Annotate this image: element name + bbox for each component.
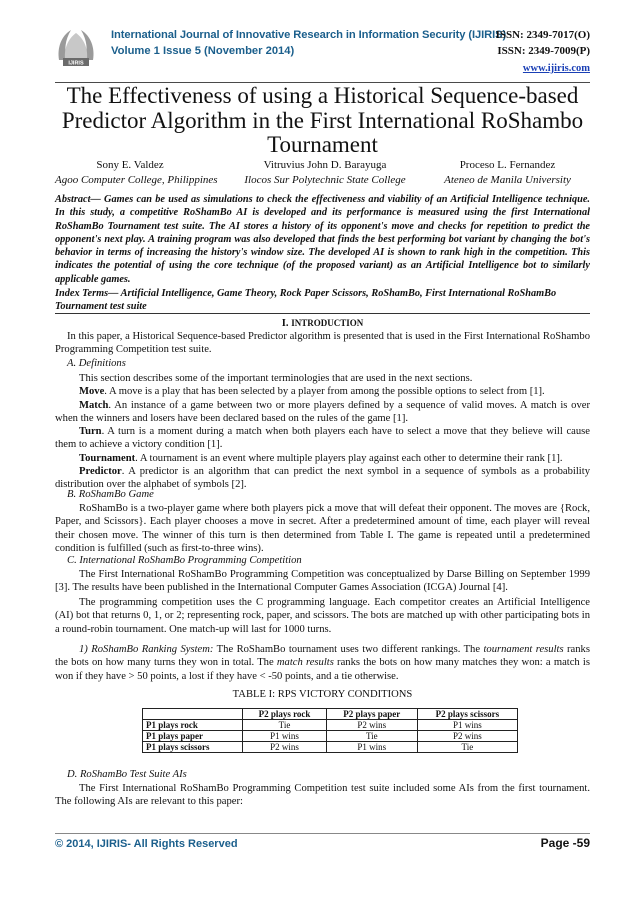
journal-title: International Journal of Innovative Research in Information Security (IJIRIS) bbox=[111, 29, 507, 41]
table-cell: P2 wins bbox=[417, 731, 517, 742]
author-affiliation: Ilocos Sur Polytechnic State College bbox=[244, 174, 406, 186]
table-cell: P1 wins bbox=[326, 742, 417, 753]
def-move: Move. A move is a play that has been selected by a player from among the possible options to select from [1]. bbox=[79, 386, 545, 398]
competition-paragraph-2: The programming competition uses the C programming language. Each competitor creates an Artificial Intelligence (AI) bot that returns 0, 1, or 2; representing rock, paper, and scissors. The bots are matched up with other participating bots in a round-robin tournament. One match-up will last for 1000 turns. bbox=[55, 597, 590, 635]
author-1 bbox=[55, 158, 218, 188]
page-number: Page -59 bbox=[540, 836, 590, 850]
test-suite-paragraph: The First International RoShamBo Programming Competition test suite included some AIs from the first tournament. The following AIs are relevant to this paper: bbox=[55, 783, 590, 808]
intro-paragraph: In this paper, a Historical Sequence-based Predictor algorithm is presented that is used in the First International RoShambo Programming Competition test suite. bbox=[55, 331, 590, 356]
abstract: Abstract— Games can be used as simulations to check the effectiveness and viability of an Artificial Intelligence technique. In this study, a competitive RoShamBo AI is developed and its performance is measured using the first International RoShamBo Tournament test suite. The AI stores a history of its opponent's move and checks for repetition to predict the opponent's next play. A training program was also developed that finds the best performing bot variant by changing the bot's behavior in terms of increasing the history's window size. The developed AI is shown to rank high in the competition. This indicates the potential of using the core technique (of the proposed variant) as an Artificial Intelligence bot to similarly applicable games. bbox=[55, 194, 590, 285]
definitions-block bbox=[55, 372, 590, 492]
row-header: P1 plays rock bbox=[143, 720, 243, 731]
table-corner-cell bbox=[143, 709, 243, 720]
journal-url[interactable]: www.ijiris.com bbox=[522, 63, 590, 74]
author-2 bbox=[240, 158, 410, 188]
subsection-a-heading: A. Definitions bbox=[67, 358, 126, 369]
table-cell: P2 wins bbox=[326, 720, 417, 731]
table-cell: P2 wins bbox=[243, 742, 327, 753]
author-affiliation: Ateneo de Manila University bbox=[444, 174, 571, 186]
table-cell: Tie bbox=[326, 731, 417, 742]
ranking-system-paragraph: 1) RoShamBo Ranking System: The RoShamBo tournament uses two different rankings. The tournament results ranks the bots on how many turns they won in total. The match results ranks the bots on how many matches they won: a match is won if they have > 50 points, a lost if they have < -50 points, and a tie otherwise. bbox=[55, 644, 590, 682]
column-header: P2 plays paper bbox=[326, 709, 417, 720]
table-row bbox=[143, 720, 518, 731]
rps-victory-table bbox=[142, 708, 518, 753]
table-caption: TABLE I: RPS VICTORY CONDITIONS bbox=[232, 689, 413, 700]
index-terms: Index Terms— Artificial Intelligence, Game Theory, Rock Paper Scissors, RoShamBo, First International RoShamBo Tournament test suite bbox=[55, 288, 557, 313]
def-tournament: Tournament. A tournament is an event where multiple players play against each other to determine their rank [1]. bbox=[79, 452, 563, 464]
subsection-b-heading: B. RoShamBo Game bbox=[67, 489, 154, 500]
table-row bbox=[143, 731, 518, 742]
author-3 bbox=[425, 158, 590, 188]
abstract-divider bbox=[55, 313, 590, 314]
table-cell: Tie bbox=[243, 720, 327, 731]
logo-label: IJIRIS bbox=[68, 60, 84, 67]
column-header: P2 plays scissors bbox=[417, 709, 517, 720]
table-row bbox=[143, 742, 518, 753]
table-header-row bbox=[143, 709, 518, 720]
table-cell: P1 wins bbox=[417, 720, 517, 731]
table-cell: P1 wins bbox=[243, 731, 327, 742]
def-match: Match. An instance of a game between two or more players defined by a sequence of valid moves. A match is over when the winners and losers have been declared based on the rules of the game [1]. bbox=[55, 399, 590, 424]
def-predictor: Predictor. A predictor is an algorithm that can predict the next symbol in a sequence of symbols as a probability distribution over the alphabet of symbols [2]. bbox=[55, 466, 590, 491]
paper-title: The Effectiveness of using a Historical Sequence-based Predictor Algorithm in the First International RoShambo Tournament bbox=[61, 83, 584, 157]
row-header: P1 plays scissors bbox=[143, 742, 243, 753]
journal-header bbox=[55, 26, 590, 82]
def-turn: Turn. A turn is a moment during a match when both players each have to select a move that they believe will cause them to achieve a victory condition [1]. bbox=[55, 426, 590, 451]
subsection-d-heading: D. RoShamBo Test Suite AIs bbox=[67, 769, 187, 780]
issn-online: ISSN: 2349-7009(P) bbox=[497, 45, 590, 57]
roshambo-game-paragraph: RoShamBo is a two-player game where both players pick a move that will defeat their opponent. The moves are {Rock, Paper, and Scissors}. Each player chooses a move in secret. After a predetermined amount of time, each player will reveal their chosen move. The winner of this turn is then determined from Table I. The game is repeated until a predetermined condition is fulfilled (such as first-to-three wins). bbox=[55, 503, 590, 554]
volume-issue: Volume 1 Issue 5 (November 2014) bbox=[111, 45, 295, 57]
author-affiliation: Agoo Computer College, Philippines bbox=[55, 174, 218, 186]
definitions-intro: This section describes some of the important terminologies that are used in the next sections. bbox=[79, 373, 473, 384]
competition-paragraph-1: The First International RoShamBo Programming Competition was conceptualized by Darse Billing on September 1999 [3]. The results have been published in the International Computer Games Association (ICGA) Journal [4]. bbox=[55, 569, 590, 594]
row-header: P1 plays paper bbox=[143, 731, 243, 742]
column-header: P2 plays rock bbox=[243, 709, 327, 720]
author-name: Sony E. Valdez bbox=[96, 159, 164, 171]
footer-divider bbox=[55, 833, 590, 834]
issn-print: ISSN: 2349-7017(O) bbox=[495, 29, 590, 41]
section-heading: I. INTRODUCTION bbox=[281, 318, 364, 329]
author-name: Vitruvius John D. Barayuga bbox=[263, 159, 387, 171]
table-cell: Tie bbox=[417, 742, 517, 753]
author-name: Proceso L. Fernandez bbox=[459, 159, 556, 171]
copyright-notice: © 2014, IJIRIS- All Rights Reserved bbox=[55, 838, 238, 850]
subsection-c-heading: C. International RoShamBo Programming Competition bbox=[67, 555, 302, 566]
ijiris-logo bbox=[55, 26, 97, 68]
